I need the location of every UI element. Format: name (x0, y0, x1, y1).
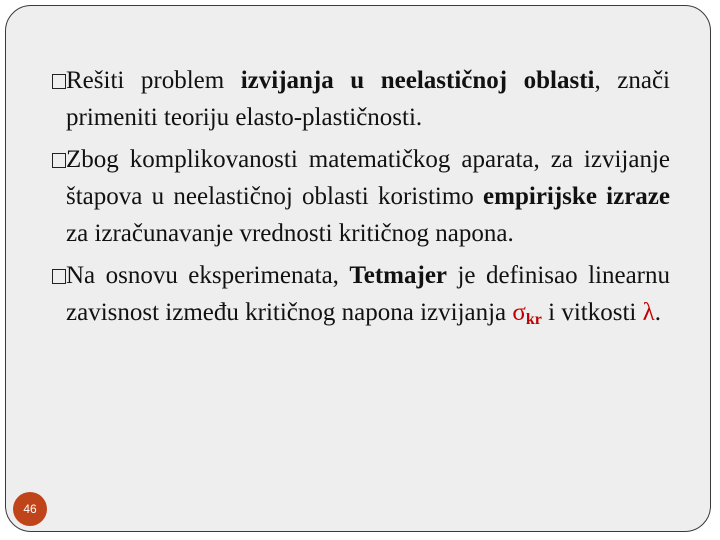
bullet-1-rest: , znači primeniti teoriju elasto-plastičnosti. (66, 67, 670, 131)
bullet-3-rest: je definisao linearnu zavisnost između kritičnog napona izvijanja (66, 262, 670, 326)
bullet-2-text: Zbog komplikovanosti matematičkog aparata, za izvijanje štapova u neelastičnoj oblasti koristimo (66, 146, 670, 210)
bullet-marker-icon (52, 269, 66, 284)
bullet-3-end: . (654, 299, 661, 326)
sigma-subscript: kr (525, 311, 542, 328)
sigma-symbol: σ (512, 299, 526, 326)
lambda-symbol: λ (642, 299, 655, 326)
bullet-3-tail: i vitkosti (541, 299, 643, 326)
bullet-2-bold: empirijske izraze (483, 183, 670, 210)
bullet-3-bold: Tetmajer (349, 262, 448, 289)
bullet-1-text: Rešiti problem (66, 67, 241, 94)
page-number-badge: 46 (13, 492, 47, 526)
bullet-1 (52, 62, 670, 136)
bullet-marker-icon (52, 153, 66, 168)
bullet-1-bold: izvijanja u neelastičnoj oblasti (240, 67, 595, 94)
bullet-2-rest: za izračunavanje vrednosti kritičnog napona. (66, 220, 514, 247)
bullet-3 (52, 257, 670, 338)
bullet-2 (52, 141, 670, 252)
bullet-marker-icon (52, 74, 66, 89)
bullet-3-text: Na osnovu eksperimenata, (66, 262, 350, 289)
slide-content (52, 62, 670, 343)
